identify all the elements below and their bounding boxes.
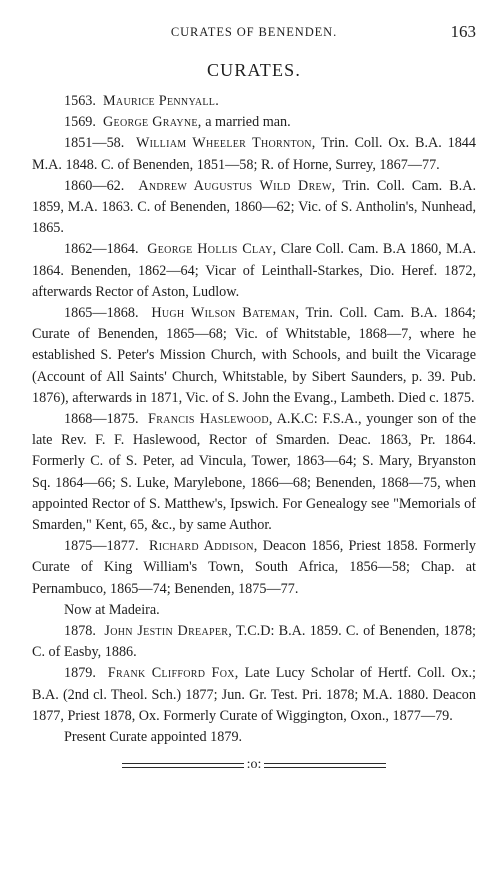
entry-dates: 1851—58. — [64, 135, 125, 152]
ornament-mark: :o: — [246, 757, 262, 773]
entry-text: Trin. Coll. Ox. B.A. 1844 M.A. 1848. C. of Benenden, 1851—58; R. of Horne, Surrey, 1867—77. — [32, 135, 476, 173]
curate-name: John Jestin Dreaper, — [104, 623, 233, 640]
entry-text: Trin. Coll. Cam. B.A. 1864; Curate of Benenden, 1865—68; Vic. of Whitstable, 1868—7, where he established S. Peter's Mission Church, with Schools, and built the Vicarage (Account of All Saints' Church, Whitstable, by Sibert Saunders, p. 39. Pub. 1876), afterwards in 1871, Vic. of S. John the Evang., Lambeth. Died c. 1875. — [32, 305, 477, 406]
entry-dates: 1563. — [64, 93, 96, 109]
curate-name: William Wheeler Thornton, — [135, 135, 316, 152]
entry-text: a married man. — [201, 114, 291, 131]
entry-text: Deacon 1856, Priest 1858. Formerly Curate of King William's Town, South Africa, 1856—58; Chap. at Pernambuco, 1865—74; Benenden, 1875—77. — [32, 538, 477, 597]
entry-text: Late Lucy Scholar of Hertf. Coll. Ox.; B.A. (2nd cl. Theol. Sch.) 1877; Jun. Gr. Test. Pri. 1878; M.A. 1880. Deacon 1877, Priest 1878, Ox. Formerly Curate of Wiggington, Oxon., 1877—79. — [32, 665, 476, 724]
curate-entry — [32, 112, 476, 133]
entry-dates: 1862—1864. — [64, 241, 139, 258]
entry-dates: 1865—1868. — [64, 305, 139, 322]
curate-name: Hugh Wilson Bateman, — [151, 305, 300, 322]
curate-name: Maurice Pennyall. — [103, 93, 220, 109]
curate-entry — [32, 239, 476, 303]
entry-dates: 1878. — [64, 623, 96, 640]
entry-dates: 1860—62. — [64, 177, 125, 194]
entry-dates: 1879. — [64, 665, 96, 682]
section-end-ornament — [32, 757, 476, 773]
running-head-title: CURATES OF BENENDEN. — [170, 25, 338, 39]
section-title: CURATES. — [206, 60, 302, 80]
page-number: 163 — [450, 22, 476, 41]
entry-dates: 1868—1875. — [64, 411, 139, 428]
double-rule-left — [122, 763, 244, 768]
entry-text: T.C.D: B.A. 1859. C. of Benenden, 1878; C. of Easby, 1886. — [32, 623, 476, 661]
curates-list — [32, 91, 476, 748]
curate-name: George Grayne, — [103, 114, 202, 131]
running-head — [32, 22, 476, 44]
curate-note — [32, 600, 476, 621]
curate-entry — [32, 176, 476, 240]
curate-entry — [32, 409, 476, 536]
entry-text: Trin. Coll. Cam. B.A. 1859, M.A. 1863. C. of Benenden, 1860—62; Vic. of S. Antholin's, Nunhead, 1865. — [32, 177, 477, 237]
book-page — [32, 22, 476, 773]
curate-entry — [32, 303, 476, 409]
entry-dates: 1569. — [64, 114, 96, 131]
curate-name: Andrew Augustus Wild Drew, — [138, 177, 336, 194]
curate-entry — [32, 133, 476, 175]
entry-text: Clare Coll. Cam. B.A 1860, M.A. 1864. Benenden, 1862—64; Vicar of Leinthall-Starkes, Dio. Heref. 1872, afterwards Rector of Aston, Ludlow. — [32, 241, 477, 300]
entry-text: A.K.C: F.S.A., younger son of the late Rev. F. F. Haslewood, Rector of Smarden. Deac. 1863, Pr. 1864. Formerly C. of S. Peter, ad Vincula, Tower, 1863—64; S. Mary, Bryanston Sq. 1864—66; S. Luke, Marylebone, 1866—68; Benenden, 1868—75, when appointed Rector of S. Matthew's, Ipswich. For Genealogy see "Memorials of Smarden," Kent, 65, &c., by same Author. — [32, 411, 476, 534]
entry-text: Now at Madeira. — [64, 601, 160, 618]
curate-entry — [32, 663, 476, 727]
curate-name: George Hollis Clay, — [147, 241, 277, 258]
entry-text: Present Curate appointed 1879. — [64, 729, 243, 746]
curate-name: Frank Clifford Fox, — [107, 665, 239, 682]
curate-entry — [32, 91, 476, 112]
curate-note — [32, 727, 476, 748]
curate-entry — [32, 621, 476, 663]
curate-name: Richard Addison, — [148, 538, 258, 555]
curate-entry — [32, 536, 476, 600]
entry-dates: 1875—1877. — [64, 538, 139, 555]
curate-name: Francis Haslewood, — [148, 411, 273, 428]
double-rule-right — [264, 763, 386, 768]
